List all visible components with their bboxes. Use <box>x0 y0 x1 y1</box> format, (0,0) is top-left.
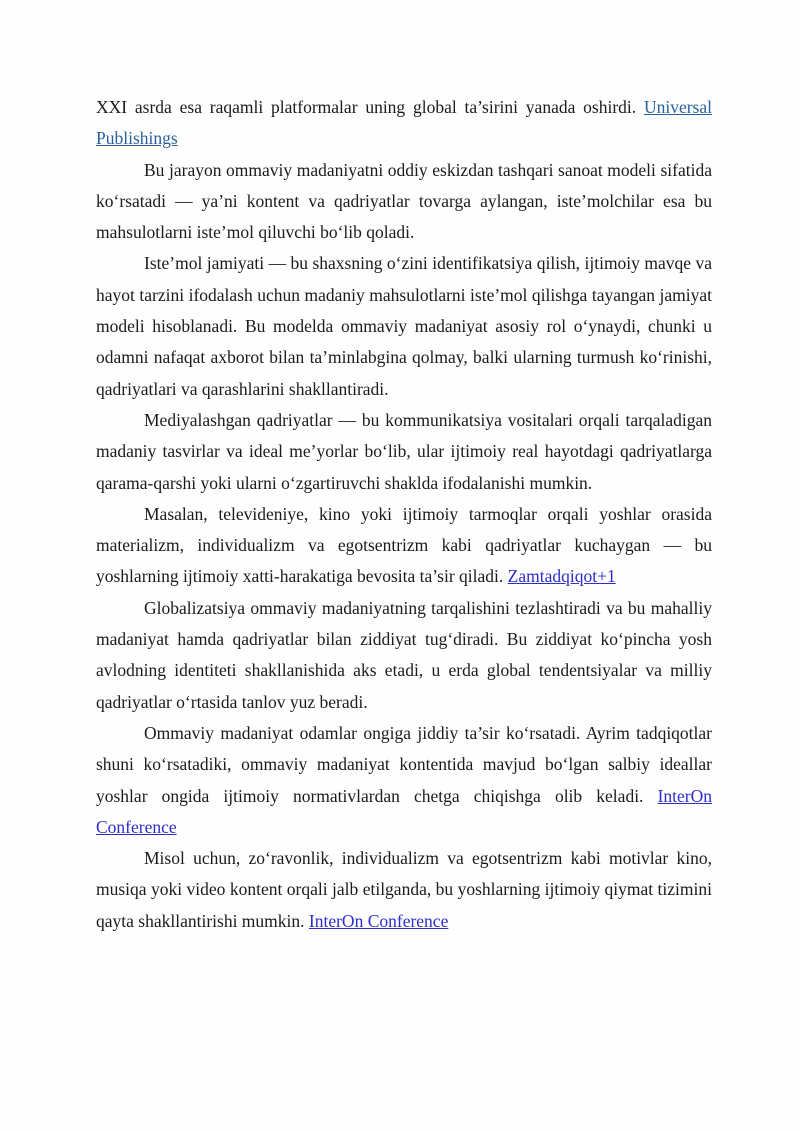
hyperlink-zamtadqiqot[interactable]: Zamtadqiqot+1 <box>507 566 616 587</box>
body-text: XXI asrda esa raqamli platformalar uning global ta’sirini yanada oshirdi. <box>96 97 644 117</box>
hyperlink-interon-conference-2[interactable]: InterOn Conference <box>308 910 449 931</box>
paragraph <box>96 718 712 843</box>
paragraph <box>96 248 712 404</box>
body-text: Masalan, televideniye, kino yoki ijtimoiy tarmoqlar orqali yoshlar orasida materializm, individualizm va egotsentrizm kabi qadriyatlar kuchaygan — bu yoshlarning ijtimoiy xatti-harakatiga bevosita ta’sir qiladi. <box>96 503 712 587</box>
hyperlink-universal-publishings[interactable]: Universal Publishings <box>96 97 712 149</box>
document-body <box>96 92 712 937</box>
paragraph <box>96 499 712 593</box>
body-text: Globalizatsiya ommaviy madaniyatning tarqalishini tezlashtiradi va bu mahalliy madaniyat hamda qadriyatlar bilan ziddiyat tug‘diradi. Bu ziddiyat ko‘pincha yosh avlodning identiteti shakllanishida aks etadi, u erda global tendentsiyalar va milliy qadriyatlar o‘rtasida tanlov yuz beradi. <box>96 597 712 712</box>
paragraph <box>96 155 712 249</box>
body-text: Bu jarayon ommaviy madaniyatni oddiy eskizdan tashqari sanoat modeli sifatida ko‘rsatadi — ya’ni kontent va qadriyatlar tovarga aylangan, iste’molchilar esa bu mahsulotlarni iste’mol qiluvchi bo‘lib qoladi. <box>96 159 712 243</box>
body-text: Iste’mol jamiyati — bu shaxsning o‘zini identifikatsiya qilish, ijtimoiy mavqe va hayot tarzini ifodalash uchun madaniy mahsulotlarni iste’mol qilishga tayangan jamiyat modeli hisoblanadi. Bu modelda ommaviy madaniyat asosiy rol o‘ynaydi, chunki u odamni nafaqat axborot bilan ta’minlabgina qolmay, balki ularning turmush ko‘rinishi, qadriyatlari va qarashlarini shakllantiradi. <box>96 253 712 399</box>
paragraph <box>96 843 712 937</box>
paragraph <box>96 593 712 718</box>
body-text: Misol uchun, zo‘ravonlik, individualizm va egotsentrizm kabi motivlar kino, musiqa yoki video kontent orqali jalb etilganda, bu yoshlarning ijtimoiy qiymat tizimini qayta shakllantirishi mumkin. <box>96 848 712 931</box>
paragraph <box>96 92 712 155</box>
hyperlink-interon-conference-1[interactable]: InterOn Conference <box>96 785 712 837</box>
body-text: Mediyalashgan qadriyatlar — bu kommunikatsiya vositalari orqali tarqaladigan madaniy tasvirlar va ideal me’yorlar bo‘lib, ular ijtimoiy real hayotdagi qadriyatlarga qarama-qarshi yoki ularni o‘zgartiruvchi shaklda ifodalanishi mumkin. <box>96 409 712 493</box>
paragraph <box>96 405 712 499</box>
body-text: Ommaviy madaniyat odamlar ongiga jiddiy ta’sir ko‘rsatadi. Ayrim tadqiqotlar shuni ko‘rsatadiki, ommaviy madaniyat kontentida mavjud bo‘lgan salbiy ideallar yoshlar ongida ijtimoiy normativlardan chetga chiqishga olib keladi. <box>96 722 712 806</box>
